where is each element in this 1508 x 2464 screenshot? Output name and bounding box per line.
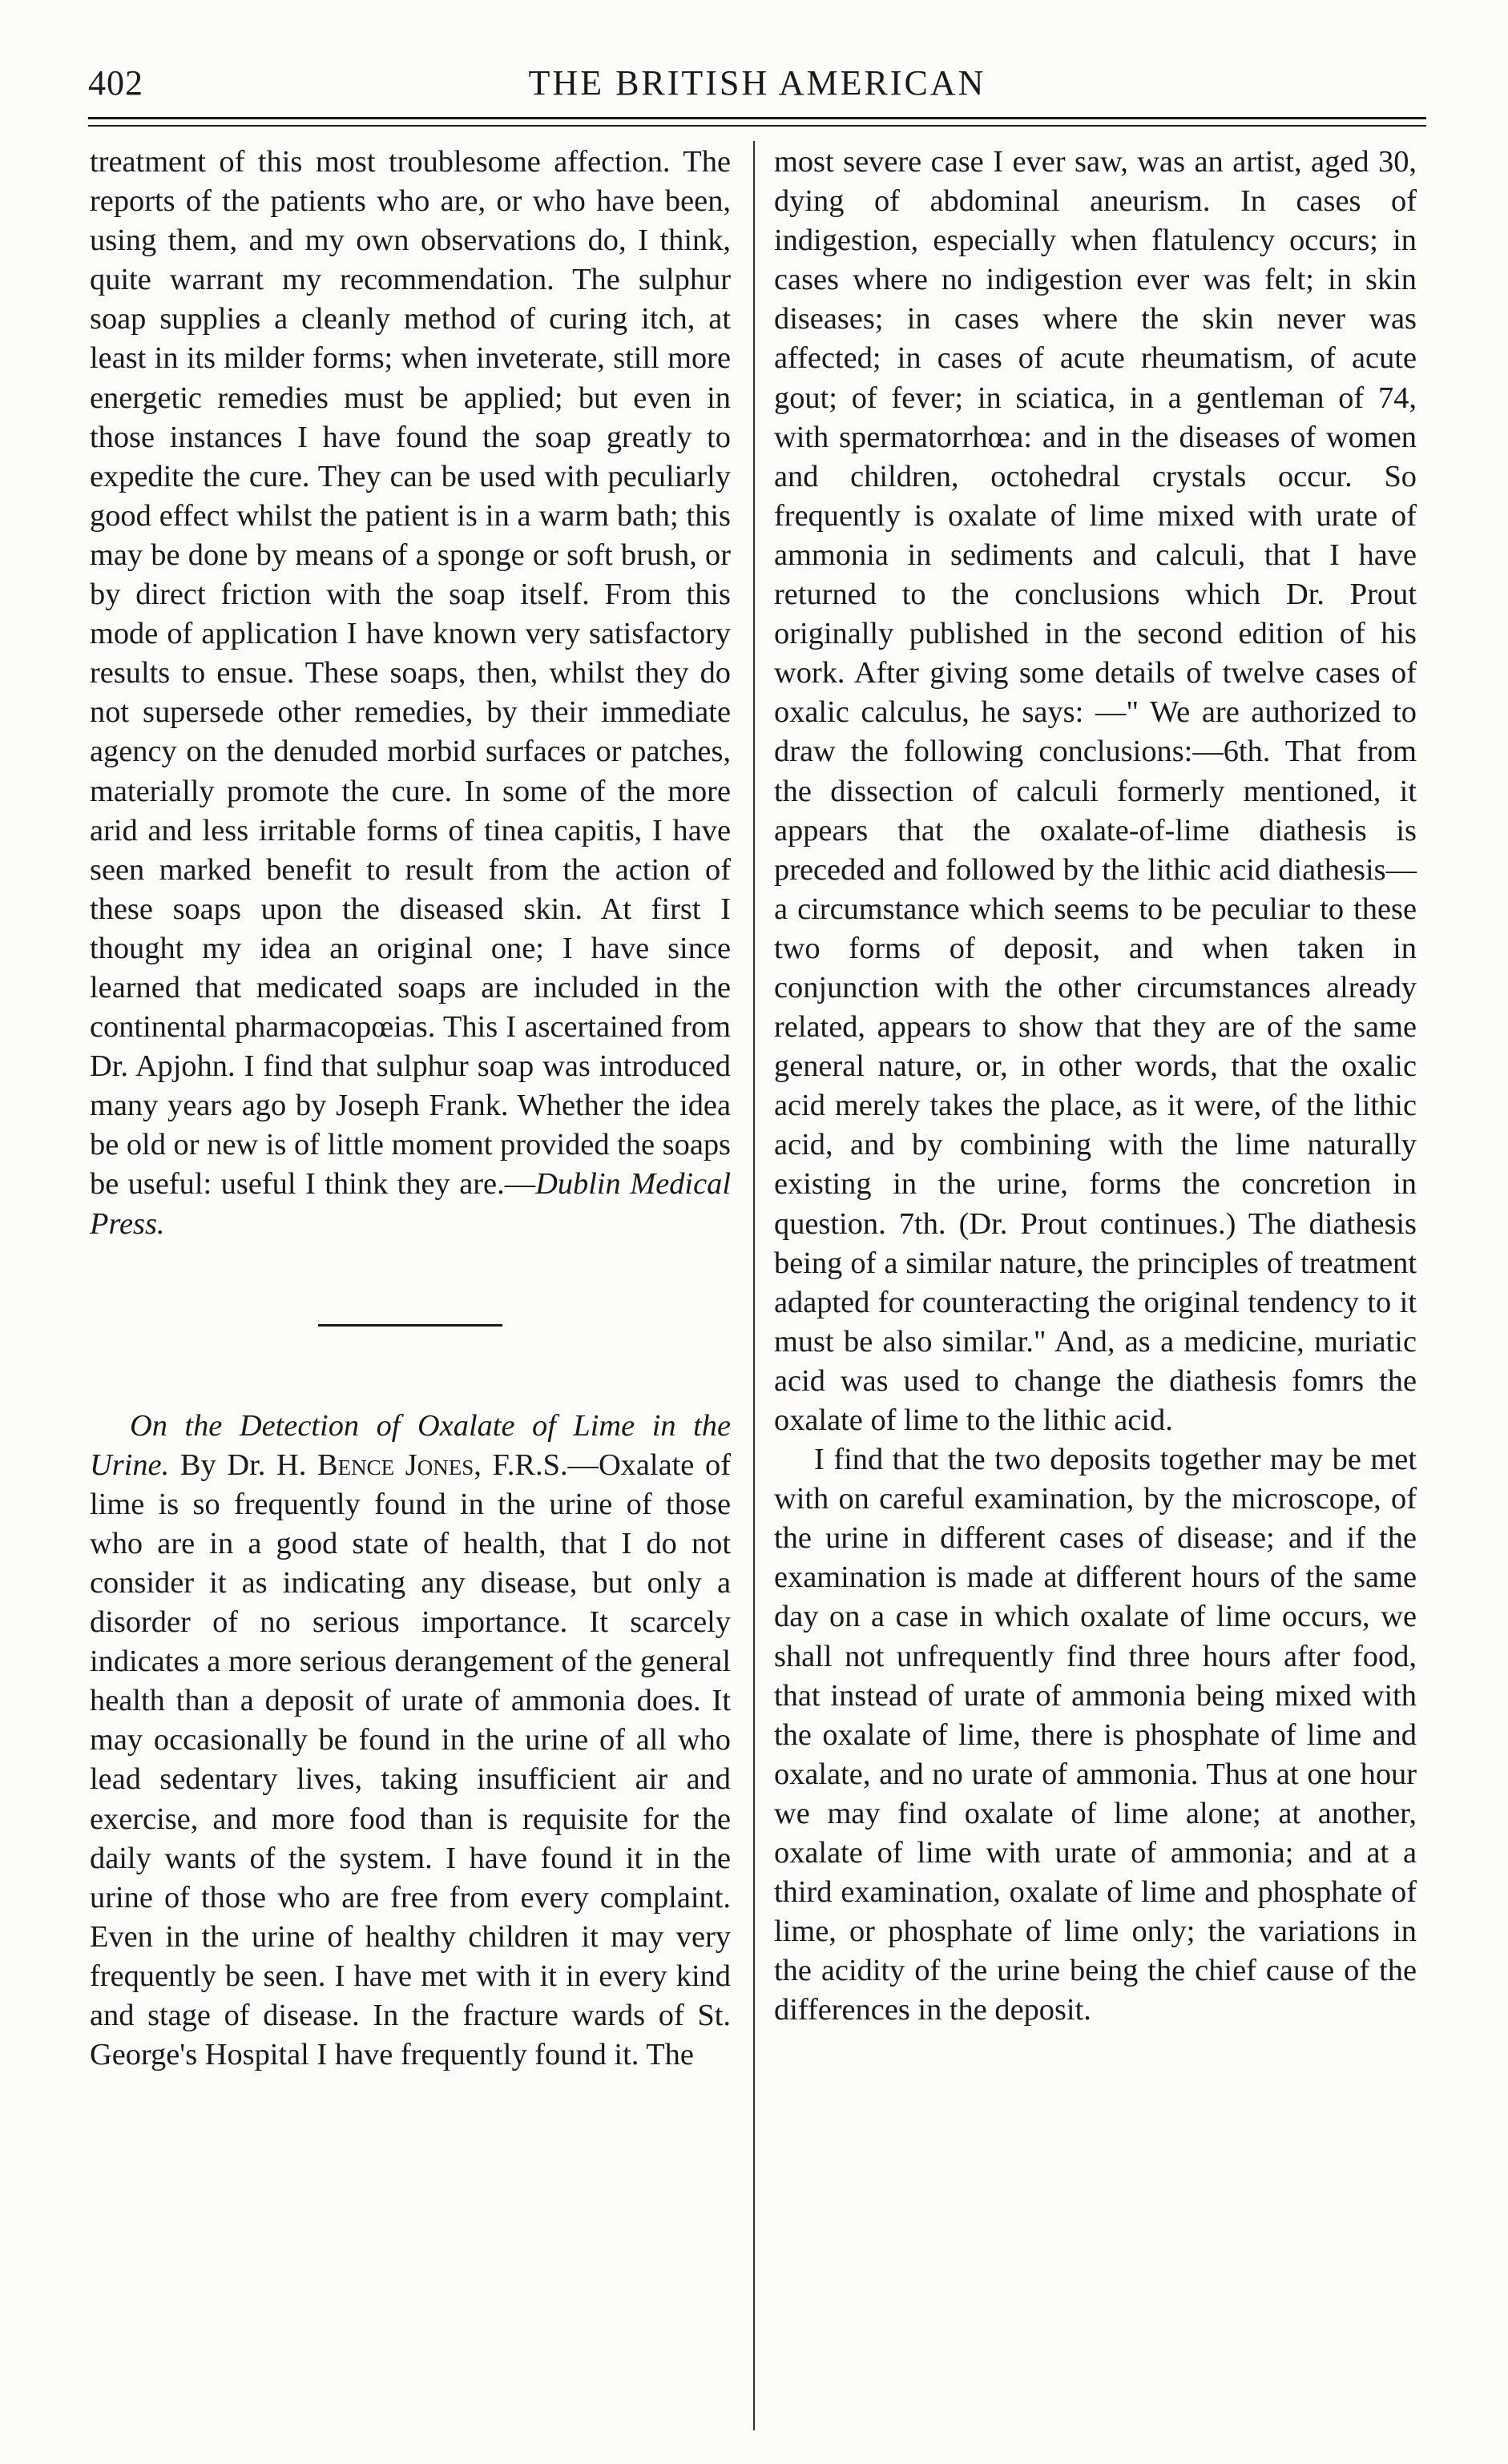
column-divider [753, 141, 755, 2430]
right-paragraph-2: I find that the two deposits together may be met with on careful examination, by the microscope, of the urine in different cases of disease; and if the examination is made at different hours of the same day on a case in which oxalate of lime occurs, we shall not unfrequently find three hours after food, that instead of urate of ammonia being mixed with the oxalate of lime, there is phosphate of lime and oxalate, and no urate of ammonia. Thus at one hour we may find oxalate of lime alone; at another, oxalate of lime with urate of ammonia; and at a third examination, oxalate of lime and phosphate of lime, or phosphate of lime only; the variations in the acidity of the urine being the chief cause of the differences in the deposit. [774, 1443, 1417, 2027]
header-rule-bottom [88, 125, 1426, 127]
byline-author: Bence Jones [317, 1447, 474, 1482]
left-paragraph-1-text: treatment of this most troublesome affection. The reports of the patients who are, or who have been, using them, and my own observations do, I think, quite warrant my recommendation. The sulphur soap supplies a cleanly method of curing itch, at least in its milder forms; when inveterate, still more energetic remedies must be applied; but even in those instances I have found the soap greatly to expedite the cure. They can be used with peculiarly good effect whilst the patient is in a warm bath; this may be done by means of a sponge or soft brush, or by direct friction with the soap itself. From this mode of application I have known very satisfactory results to ensue. These soaps, then, whilst they do not supersede other remedies, by their immediate agency on the denuded morbid surfaces or patches, materially promote the cure. In some of the more arid and less irritable forms of tinea capitis, I have seen marked benefit to result from the action of these soaps upon the diseased skin. At first I thought my idea an original one; I have since learned that medicated soaps are included in the continental pharmacopœias. This I ascertained from Dr. Apjohn. I find that sulphur soap was introduced many years ago by Joseph Frank. Whether the idea be old or new is of little moment provided the soaps be useful: useful I think they are.— [90, 145, 731, 1202]
article-paragraph-1 [90, 1407, 731, 2075]
left-column [90, 143, 731, 2075]
byline-suffix: , F.R.S.— [474, 1447, 599, 1482]
running-title: THE BRITISH AMERICAN [528, 63, 986, 103]
right-paragraph-1: most severe case I ever saw, was an artist, aged 30, dying of abdominal aneurism. In cases of indigestion, especially when flatulency occurs; in cases where no indigestion ever was felt; in skin diseases; in cases where the skin never was affected; in cases of acute rheumatism, of acute gout; of fever; in sciatica, in a gentleman of 74, with spermatorrhœa: and in the diseases of women and children, octohedral crystals occur. So frequently is oxalate of lime mixed with urate of ammonia in sediments and calculi, that I have returned to the conclusions which Dr. Prout originally published in the second edition of his work. After giving some details of twelve cases of oxalic calculus, he says: —" We are authorized to draw the following conclusions:—6th. That from the dissection of calculi formerly mentioned, it appears that the oxalate-of-lime diathesis is preceded and followed by the lithic acid diathesis—a circumstance which seems to be peculiar to these two forms of deposit, and when taken in conjunction with the other circumstances already related, appears to show that they are of the same general nature, or, in other words, that the oxalic acid merely takes the place, as it were, of the lithic acid, and by combining with the lime naturally existing in the urine, forms the concretion in question. 7th. (Dr. Prout continues.) The diathesis being of a similar nature, the principles of treatment adapted for counteracting the original tendency to it must be also similar." And, as a medicine, muriatic acid was used to change the diathesis fomrs the oxalate of lime to the lithic acid. [774, 145, 1417, 1437]
left-paragraph-1 [90, 143, 731, 1244]
source-citation: Dublin Medical Press. [90, 1167, 731, 1241]
right-column [774, 143, 1417, 2031]
article-title: On the Detection of Oxalate of Lime in the Urine. [90, 1408, 731, 1482]
spacer [90, 1327, 731, 1407]
page-header [88, 62, 1426, 119]
header-rule-top [88, 117, 1426, 119]
spacer [90, 1244, 731, 1324]
article-body-text: Oxalate of lime is so frequently found in the urine of those who are in a good state of health, that I do not consider it as indicating any disease, but only a disorder of no serious importance. It scarcely indicates a more serious derangement of the general health than a deposit of urate of ammonia does. It may occasionally be found in the urine of all who lead sedentary lives, taking insufficient air and exercise, and more food than is requisite for the daily wants of the system. I have found it in the urine of those who are free from every complaint. Even in the urine of healthy children it may very frequently be seen. I have met with it in every kind and stage of disease. In the fracture wards of St. George's Hospital I have frequently found it. The [90, 1447, 731, 2072]
byline-by: By Dr. H. [179, 1447, 307, 1482]
page-number: 402 [88, 63, 143, 103]
